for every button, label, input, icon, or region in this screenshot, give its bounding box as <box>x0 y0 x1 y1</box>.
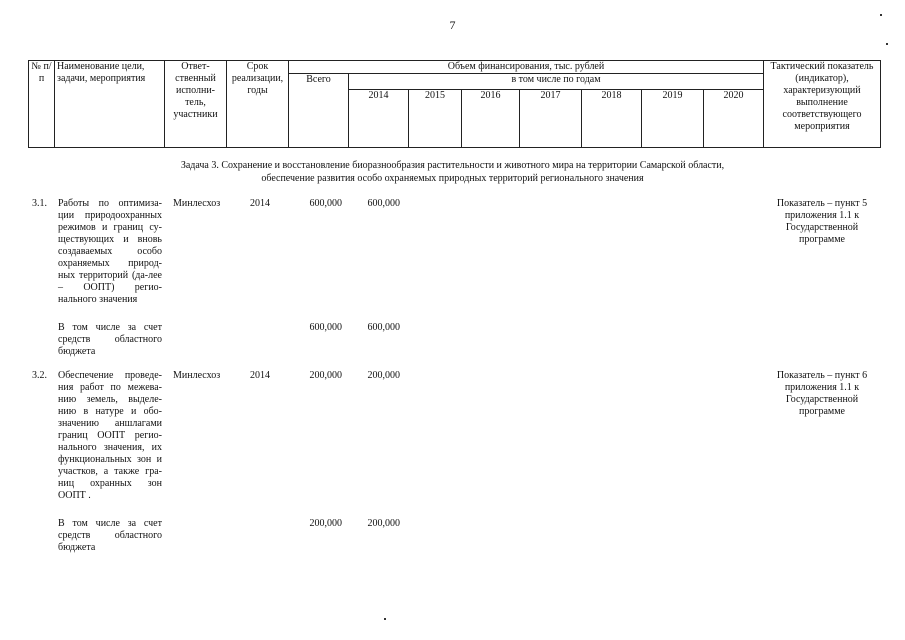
row-number: 3.1. <box>32 198 47 209</box>
row-2014: 600,000 <box>367 198 400 209</box>
header-table <box>28 60 881 148</box>
row-subtotal-total: 200,000 <box>309 518 342 529</box>
scan-speck <box>886 43 888 45</box>
header-by-years: в том числе по годам <box>349 74 764 90</box>
row-total: 600,000 <box>309 198 342 209</box>
header-year: 2017 <box>520 90 582 148</box>
header-year: 2019 <box>642 90 704 148</box>
row-indicator: Показатель – пункт 5 приложения 1.1 к Государственной программе <box>776 198 868 245</box>
row-responsible: Минлесхоз <box>173 370 221 381</box>
scan-speck <box>880 14 882 16</box>
header-year: 2014 <box>349 90 409 148</box>
row-term: 2014 <box>250 370 270 381</box>
row-term: 2014 <box>250 198 270 209</box>
header-year: 2015 <box>409 90 462 148</box>
header-indicator: Тактический показатель (индикатор), характеризующий выполнение соответствующего мероприятия <box>764 61 881 148</box>
header-term: Срок реализации, годы <box>227 61 289 148</box>
task-title <box>0 159 905 185</box>
header-funding: Объем финансирования, тыс. рублей <box>289 61 764 74</box>
scan-speck <box>384 618 386 620</box>
row-indicator: Показатель – пункт 6 приложения 1.1 к Государственной программе <box>776 370 868 417</box>
row-subtotal-2014: 600,000 <box>367 322 400 333</box>
header-year: 2020 <box>704 90 764 148</box>
row-name: Работы по оптимиза-ции природоохранных режимов и границ су-ществующих и вновь создаваемых особо охраняемых природ-ных территорий (да-лее – ООПТ) регио-нального значения <box>58 198 162 305</box>
row-total: 200,000 <box>309 370 342 381</box>
header-total: Всего <box>289 74 349 148</box>
task-title-line-1: Задача 3. Сохранение и восстановление биоразнообразия растительности и животного мира на территории Самарской области, <box>180 160 725 171</box>
header-year: 2016 <box>462 90 520 148</box>
row-subtotal-total: 600,000 <box>309 322 342 333</box>
row-subtotal-label: В том числе за счет средств областного бюджета <box>58 518 162 553</box>
row-subtotal-2014: 200,000 <box>367 518 400 529</box>
row-subtotal-label: В том числе за счет средств областного бюджета <box>58 322 162 357</box>
task-title-line-2: обеспечение развития особо охраняемых природных территорий регионального значения <box>261 173 644 184</box>
header-no: № п/п <box>29 61 55 148</box>
row-2014: 200,000 <box>367 370 400 381</box>
page-number: 7 <box>449 18 456 32</box>
header-year: 2018 <box>582 90 642 148</box>
row-responsible: Минлесхоз <box>173 198 221 209</box>
row-number: 3.2. <box>32 370 47 381</box>
row-name: Обеспечение проведе-ния работ по межева-нию земель, выделе-нию в натуре и обо-значению аншлагами границ ООПТ регио-нального значения, их функциональных зон и участков, а также гра-ниц охранных зон ООПТ . <box>58 370 162 501</box>
header-responsible: Ответ-ственный исполни-тель, участники <box>165 61 227 148</box>
header-name: Наименование цели, задачи, мероприятия <box>55 61 165 148</box>
